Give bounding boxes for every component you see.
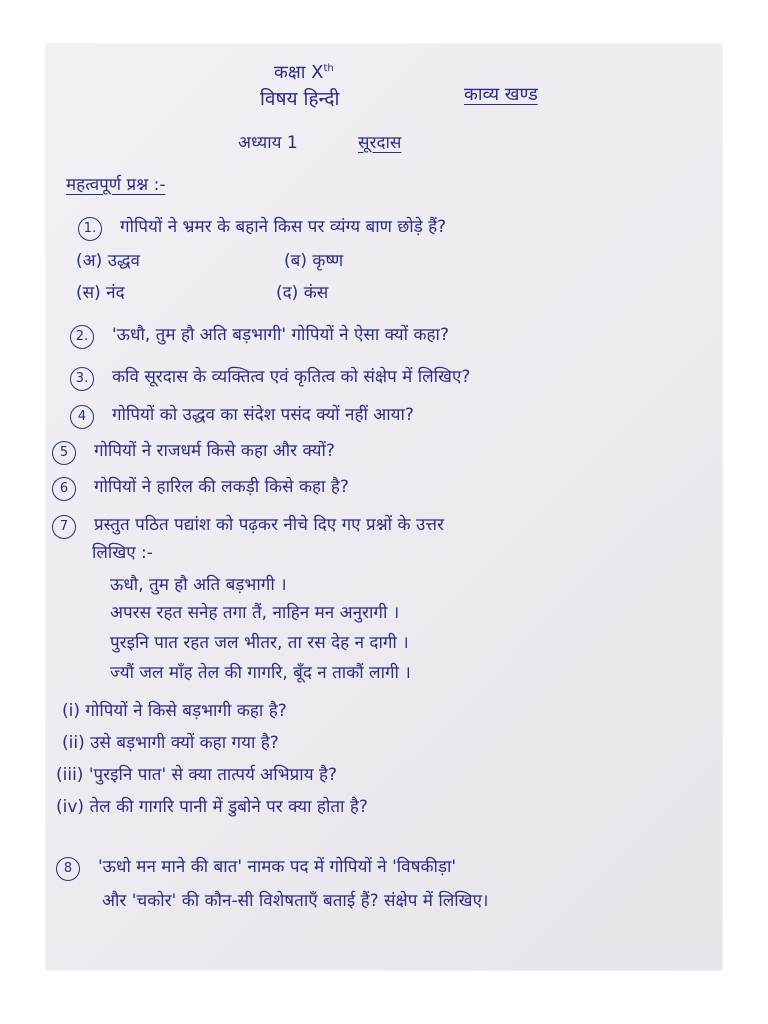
subject-label: विषय हिन्दी: [260, 88, 340, 110]
question-number: 3.: [70, 367, 94, 391]
question-text: 'ऊधो मन माने की बात' नामक पद में गोपियों ने 'विषकीड़ा': [98, 857, 457, 877]
class-label: [274, 58, 334, 84]
question-8-line-2: और 'चकोर' की कौन-सी विशेषताएँ बताई हैं? संक्षेप में लिखिए।: [102, 891, 489, 911]
important-questions-heading: महत्वपूर्ण प्रश्न :-: [66, 175, 166, 195]
sub-question-4: (iv) तेल की गागरि पानी में डुबोने पर क्या होता है?: [56, 797, 368, 817]
question-1: [78, 216, 446, 241]
question-7-line-2: लिखिए :-: [92, 543, 153, 563]
question-number: 4: [70, 405, 94, 429]
question-number: 1.: [78, 217, 102, 241]
question-3: [70, 366, 470, 391]
poem-line-2: अपरस रहत सनेह तगा तैं, नाहिन मन अनुरागी ।: [110, 603, 400, 623]
poem-line-3: पुरइनि पात रहत जल भीतर, ता रस देह न दागी ।: [110, 633, 409, 653]
question-text: गोपियों ने राजधर्म किसे कहा और क्यों?: [94, 441, 335, 461]
question-4: [70, 404, 414, 429]
sub-question-1: (i) गोपियों ने किसे बड़भागी कहा है?: [62, 701, 287, 721]
question-2: [70, 324, 449, 349]
q1-option-c: (स) नंद: [76, 283, 125, 303]
question-text: 'ऊधौ, तुम हौ अति बड़भागी' गोपियों ने ऐसा क्यों कहा?: [112, 325, 449, 345]
question-number: 8: [56, 857, 80, 881]
class-suffix: th: [323, 63, 334, 74]
handwritten-page: [46, 44, 722, 970]
question-text: गोपियों ने हारिल की लकड़ी किसे कहा है?: [94, 477, 349, 497]
question-number: 2.: [70, 325, 94, 349]
question-8: [56, 856, 456, 881]
chapter-name: सूरदास: [358, 133, 402, 153]
chapter-label: अध्याय 1: [238, 133, 298, 153]
question-6: [52, 476, 349, 501]
question-text: प्रस्तुत पठित पद्यांश को पढ़कर नीचे दिए गए प्रश्नों के उत्तर: [94, 515, 444, 535]
sub-question-2: (ii) उसे बड़भागी क्यों कहा गया है?: [62, 733, 279, 753]
q1-option-a: (अ) उद्धव: [76, 251, 141, 271]
sub-question-3: (iii) 'पुरइनि पात' से क्या तात्पर्य अभिप्राय है?: [56, 765, 338, 785]
poem-line-4: ज्यौं जल माँह तेल की गागरि, बूँद न ताकौं लागी ।: [110, 663, 411, 683]
poem-line-1: ऊधौ, तुम हौ अति बड़भागी ।: [110, 575, 287, 595]
question-number: 6: [52, 477, 76, 501]
q1-option-b: (ब) कृष्ण: [284, 251, 344, 271]
question-number: 7: [52, 515, 76, 539]
question-text: गोपियों को उद्धव का संदेश पसंद क्यों नहीं आया?: [112, 405, 414, 425]
question-text: गोपियों ने भ्रमर के बहाने किस पर व्यंग्य बाण छोड़े हैं?: [120, 217, 447, 237]
q1-option-d: (द) कंस: [276, 283, 329, 303]
question-7: [52, 514, 444, 539]
question-number: 5: [52, 441, 76, 465]
question-5: [52, 440, 335, 465]
class-label-text: कक्षा X: [274, 62, 324, 83]
question-text: कवि सूरदास के व्यक्तित्व एवं कृतित्व को संक्षेप में लिखिए?: [112, 367, 471, 387]
section-label: काव्य खण्ड: [464, 84, 538, 105]
